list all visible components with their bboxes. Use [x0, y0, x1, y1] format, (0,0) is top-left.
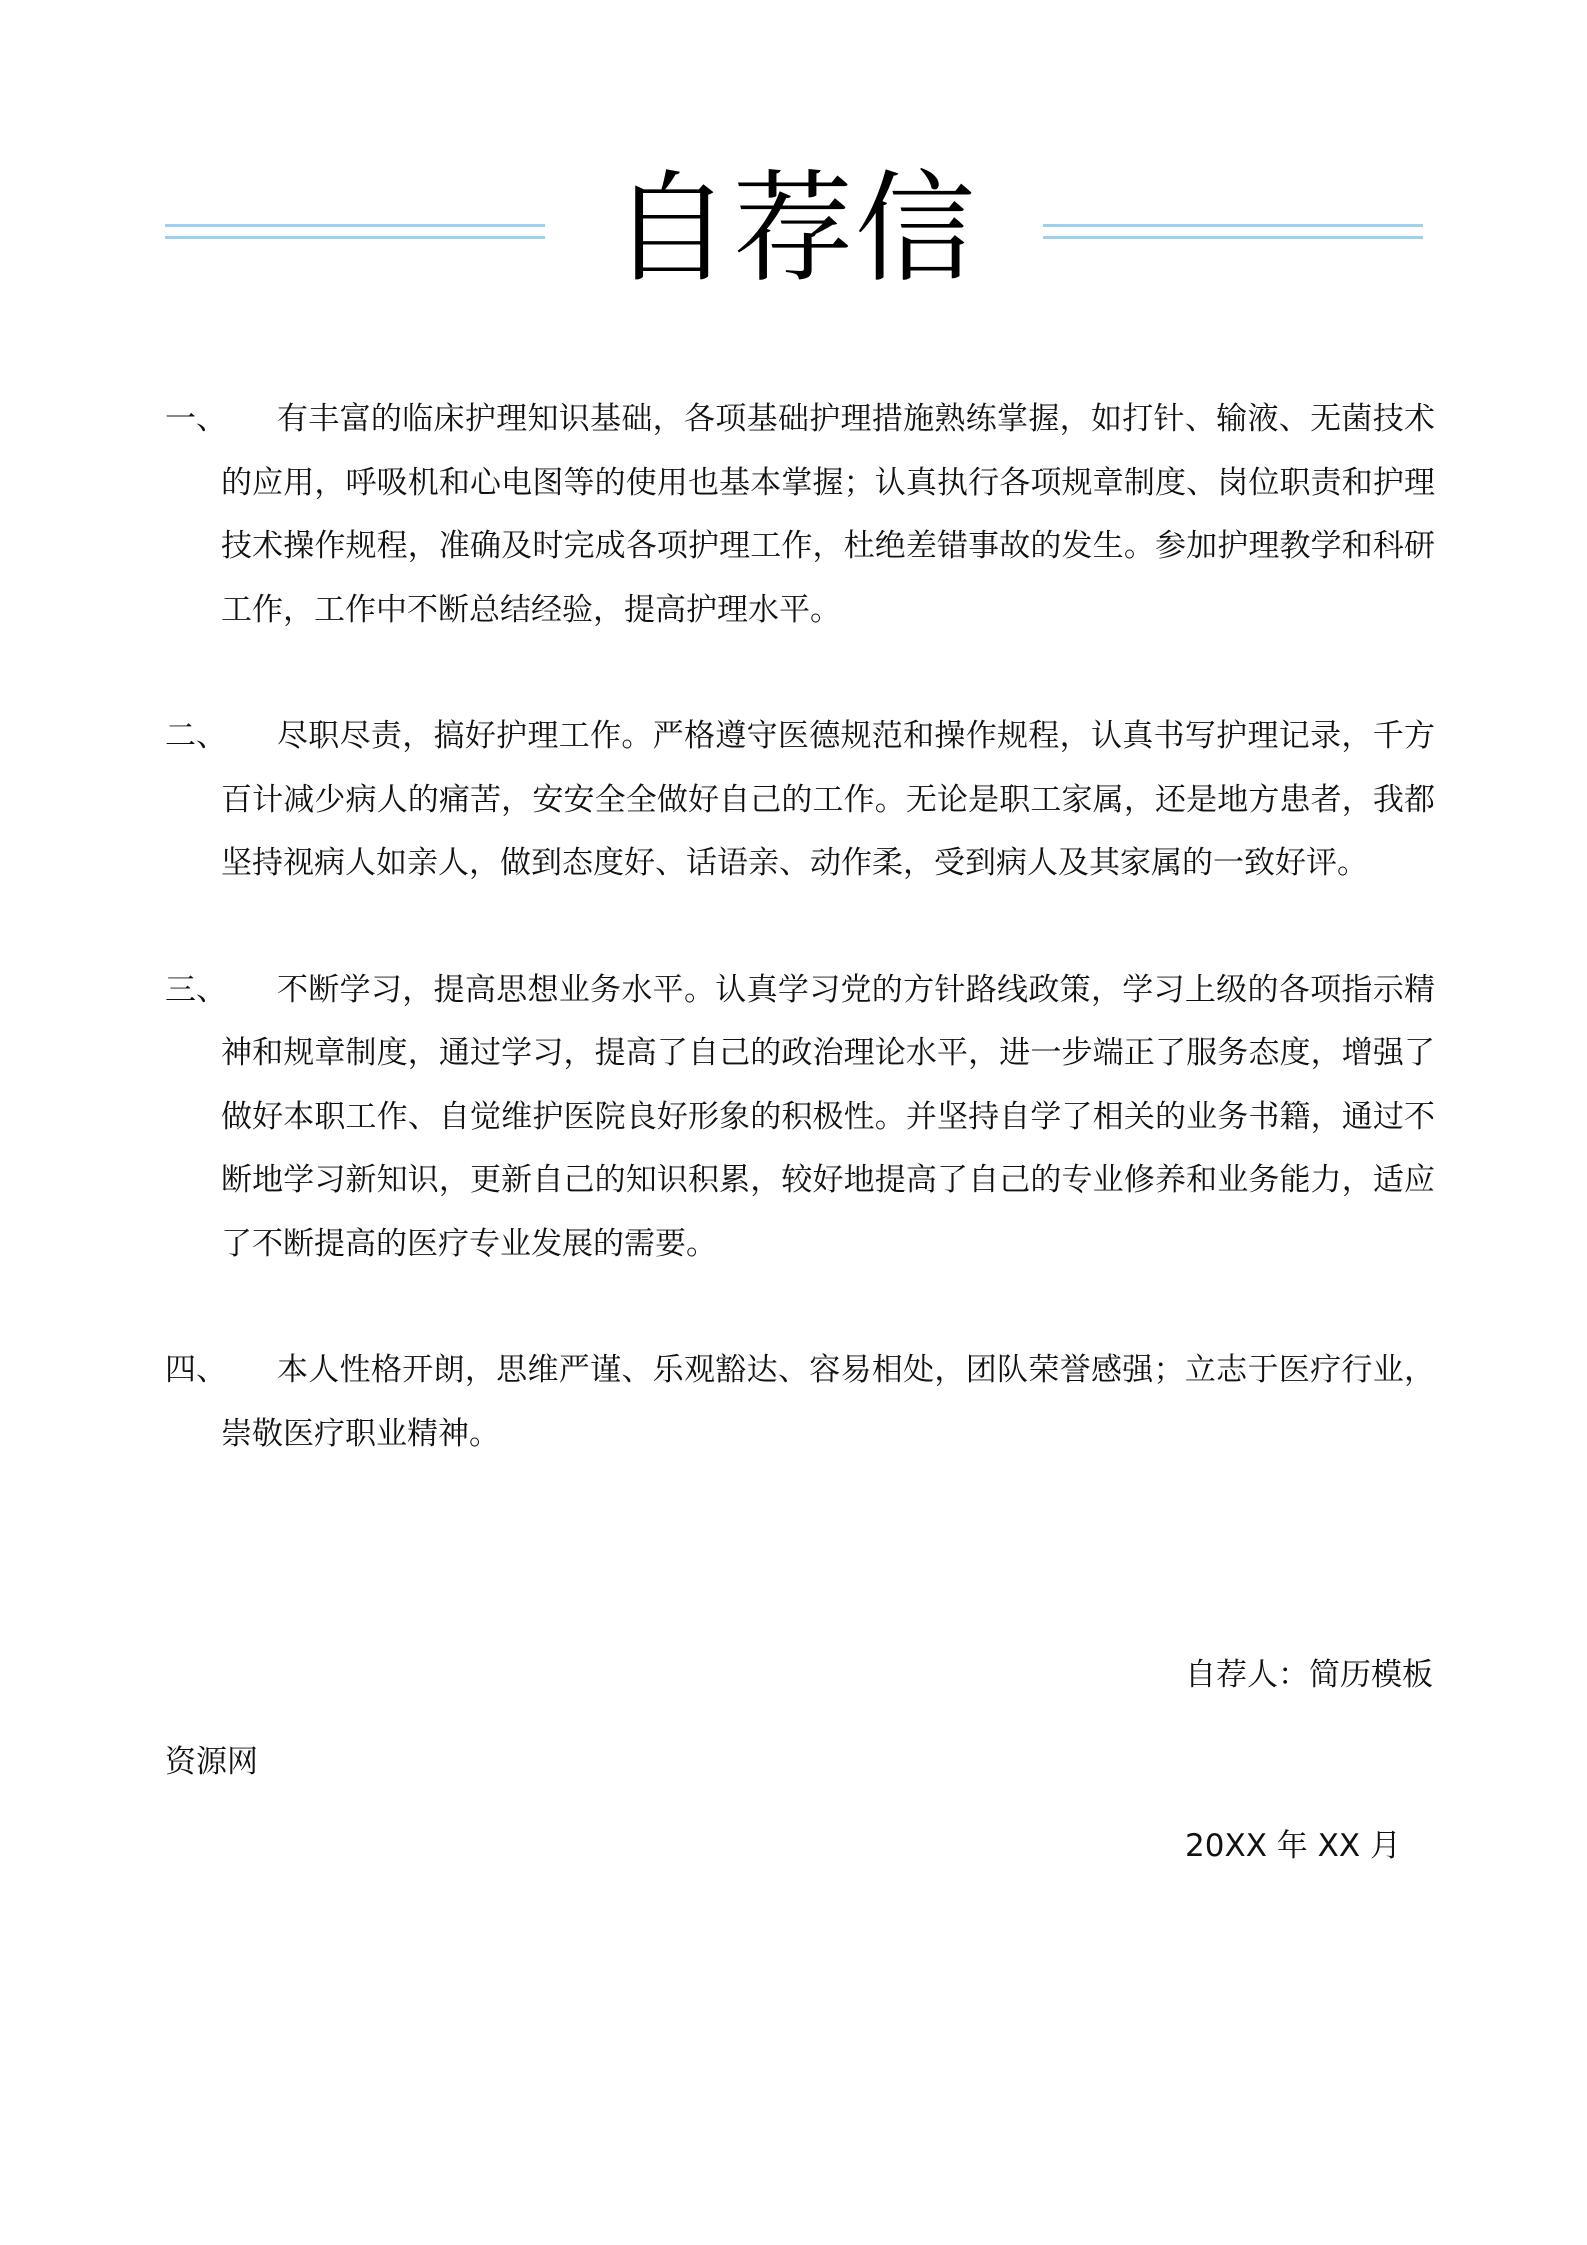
list-item-1 — [165, 388, 1435, 642]
signer-line: 自荐人：简历模板 — [1185, 1657, 1433, 1693]
list-item-2 — [165, 705, 1435, 896]
item-number: 二、 — [165, 718, 227, 754]
item-text: 本人性格开朗，思维严谨、乐观豁达、容易相处，团队荣誉感强；立志于医疗行业，崇敬医疗职业精神。 — [221, 1352, 1435, 1452]
date-line: 20XX 年 XX 月 — [1185, 1828, 1401, 1864]
list-item-4 — [165, 1339, 1435, 1466]
list-item-3 — [165, 959, 1435, 1277]
decorative-double-line-right — [1043, 224, 1423, 239]
item-number: 三、 — [165, 971, 227, 1008]
page-title: 自荐信 — [611, 160, 977, 299]
letter-header — [0, 160, 1587, 300]
source-text: 资源网 — [165, 1744, 258, 1780]
item-number: 一、 — [165, 401, 227, 437]
item-text: 有丰富的临床护理知识基础，各项基础护理措施熟练掌握，如打针、输液、无菌技术的应用，呼吸机和心电图等的使用也基本掌握；认真执行各项规章制度、岗位职责和护理技术操作规程，准确及时完成各项护理工作，杜绝差错事故的发生。参加护理教学和科研工作，工作中不断总结经验，提高护理水平。 — [221, 401, 1435, 628]
decorative-double-line-left — [165, 224, 545, 239]
letter-body — [165, 388, 1435, 1529]
item-text: 尽职尽责，搞好护理工作。严格遵守医德规范和操作规程，认真书写护理记录，千方百计减少病人的痛苦，安安全全做好自己的工作。无论是职工家属，还是地方患者，我都坚持视病人如亲人，做到态度好、话语亲、动作柔，受到病人及其家属的一致好评。 — [221, 718, 1435, 881]
item-text: 不断学习，提高思想业务水平。认真学习党的方针路线政策，学习上级的各项指示精神和规章制度，通过学习，提高了自己的政治理论水平，进一步端正了服务态度，增强了做好本职工作、自觉维护医院良好形象的积极性。并坚持自学了相关的业务书籍，通过不断地学习新知识，更新自己的知识积累，较好地提高了自己的专业修养和业务能力，适应了不断提高的医疗专业发展的需要。 — [221, 971, 1435, 1262]
item-number: 四、 — [165, 1352, 227, 1388]
